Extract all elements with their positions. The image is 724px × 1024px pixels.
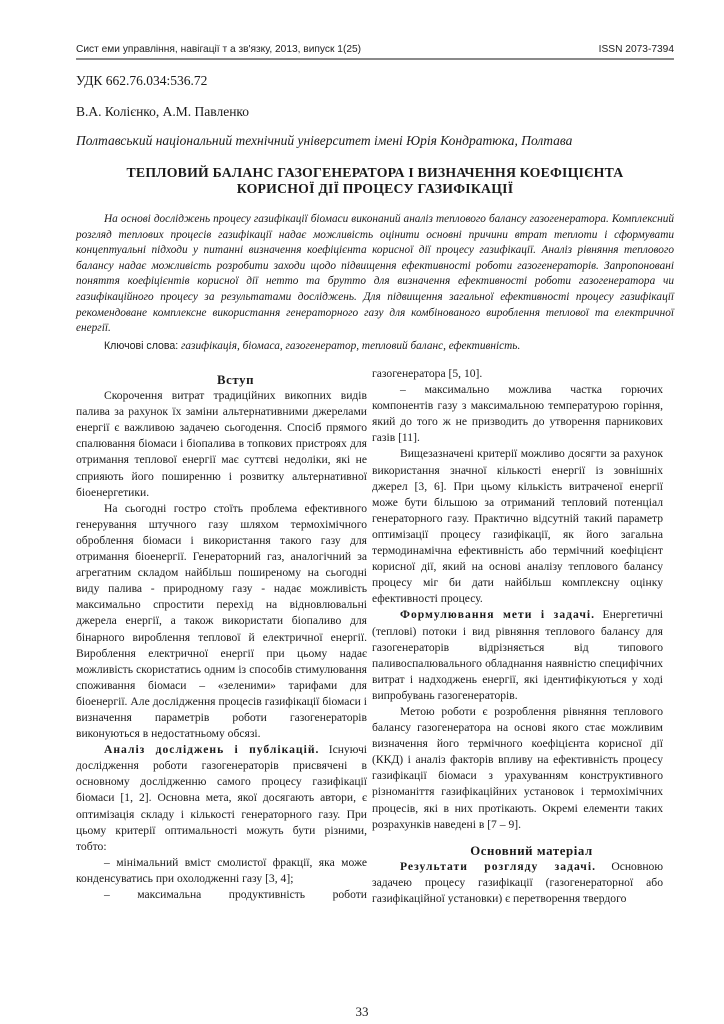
runin-heading: Аналіз досліджень і публікацій. — [104, 743, 320, 757]
journal-name: Сист еми управління, навігації т а зв'язку, 2013, випуск 1(25) — [76, 44, 362, 55]
abstract: На основі досліджень процесу газифікації біомаси виконаний аналіз теплового балансу газогенератора. Комплексний розгляд теплових процесів газифікації надає можливість оцінити основні причини втрат теплоти і сформувати концептуальні підходи у питанні визначення коефіцієнта корисної дії процесу газифікації. Аналіз рівняння теплового балансу надає можливість розробити заходи щодо підвищення ефективності роботи газогенераторів. Запропоновані поняття коефіцієнтів корисної дії нетто та брутто для визначення ефективності роботи газогенератора чи газифікаційного процесу за результатами досліджень. Для підвищення загальної ефективності процесу газифікації рекомендоване комплексне використання генераторного газу для комбінованого вироблення теплової та електричної енергії. — [76, 213, 674, 335]
title-line-2: КОРИСНОЇ ДІЇ ПРОЦЕСУ ГАЗИФІКАЦІЇ — [236, 181, 514, 196]
paragraph — [76, 742, 367, 855]
runin-heading: Формулювання мети і задачі. — [400, 608, 595, 622]
paragraph-text: Основною задачею процесу газифікації (газогенераторної або газифікаційної установки) є перетворення твердого — [372, 859, 663, 905]
udc-code: УДК 662.76.034:536.72 — [76, 73, 208, 88]
paragraph: Скорочення витрат традиційних викопних видів палива за рахунок їх заміни альтернативними джерелами енергії є важливою задачею сьогодення. Спосіб прямого спалювання біомаси і біопалива в топкових пристроях для отримання теплової енергії має суттєві недоліки, які не сприяють його поширенню і розвитку альтернативної біоенергетики. — [76, 389, 367, 499]
paragraph: Вищезазначені критерії можливо досягти за рахунок використання значної кількості енергії із зовнішніх джерел [3, 6]. При цьому кількість витраченої енергії може бути більшою за отриманий тепловий потенціал генераторного газу. Практично відсутній такий параметр оптимізації процесу газифікації, як його загальна термодинамічна ефективність або термічний коефіцієнт корисної дії, який на основі аналізу теплового балансу процесу міг би дати найбільш комплексну оцінку ефективності процесу. — [372, 447, 663, 606]
section-title-main: Основний матеріал — [470, 843, 593, 858]
section-title-intro: Вступ — [216, 373, 255, 387]
page-number: 33 — [355, 1004, 369, 1019]
list-item: – максимальна продуктивність роботи — [104, 888, 367, 901]
paragraph-text: Енергетичні (теплові) потоки і вид рівняння теплового балансу для газогенераторів відрізняється від типового паливоспалювального обладнання наявністю специфічних витрат і надходжень енергії, які ідентифікуються у ході випробувань газогенераторів. — [372, 608, 664, 702]
list-item: – максимально можлива частка горючих компонентів газу з максимальною температурою горіння, який до того ж не призводить до утворення парникових газів [11]. — [372, 383, 663, 445]
authors: В.А. Колієнко, А.М. Павленко — [76, 104, 250, 119]
left-column — [76, 372, 367, 903]
paragraph: Метою роботи є розроблення рівняння теплового балансу газогенератора на основі якого стає можливим визначення його термічного коефіцієнта корисної дії (ККД) і аналіз факторів впливу на ефективність процесу газифікації біомаси з урахуванням конструктивного різноманіття газифікаційних установок і термохімічних процесів, які в них протікають. Окремі елементи таких розрахунків наведені в [7 – 9]. — [372, 704, 663, 831]
title-line-1: ТЕПЛОВИЙ БАЛАНС ГАЗОГЕНЕРАТОРА І ВИЗНАЧЕННЯ КОЕФІЦІЄНТА — [126, 165, 624, 180]
paragraph-text: Існуючі дослідження роботи газогенераторів присвячені в основному дослідженню самого процесу газифікації біомаси [1, 2]. Основна мета, якої досягають автори, є оптимізація складу і кількості генераторного газу. При цьому критерії оптимальності можуть бути різними, тобто: — [76, 743, 368, 853]
list-item: – мінімальний вміст смолистої фракції, яка може конденсуватись при охолодженні газу [3, 4]; — [76, 855, 367, 885]
running-header — [76, 44, 674, 60]
paragraph — [372, 859, 663, 907]
affiliation: Полтавський національний технічний університет імені Юрія Кондратюка, Полтава — [76, 133, 573, 148]
paragraph — [372, 607, 663, 704]
paragraph-continuation: газогенератора [5, 10]. — [372, 367, 483, 380]
article-title — [76, 165, 674, 197]
keywords-label: Ключові слова: — [104, 340, 179, 352]
keywords-text: газифікація, біомаса, газогенератор, тепловий баланс, ефективність. — [180, 340, 521, 352]
issn: ISSN 2073-7394 — [598, 44, 674, 55]
right-column — [372, 366, 663, 907]
keywords — [104, 340, 674, 352]
runin-heading: Результати розгляду задачі. — [400, 859, 596, 873]
paragraph: На сьогодні гостро стоїть проблема ефективного генерування штучного газу шляхом термохімічного оброблення біомаси і використання такого газу для отримання біоенергії. Генераторний газ, аналогічний за агрегатним складом найбільш поширеному на сьогодні виду палива - природному газу - надає можливість максимально спростити перехід на відновлювальні джерела енергії, а також використати біопаливо для бінарного вироблення теплової й електричної енергії. Вироблення електричної енергії при цьому надає можливість скористатись одним із способів стимулювання споживання біомаси – «зеленими» тарифами для біоенергії. Але дослідження процесів газифікації біомаси і визначення параметрів роботи газогенераторів виконуються в недостатньому обсязі. — [76, 501, 367, 741]
